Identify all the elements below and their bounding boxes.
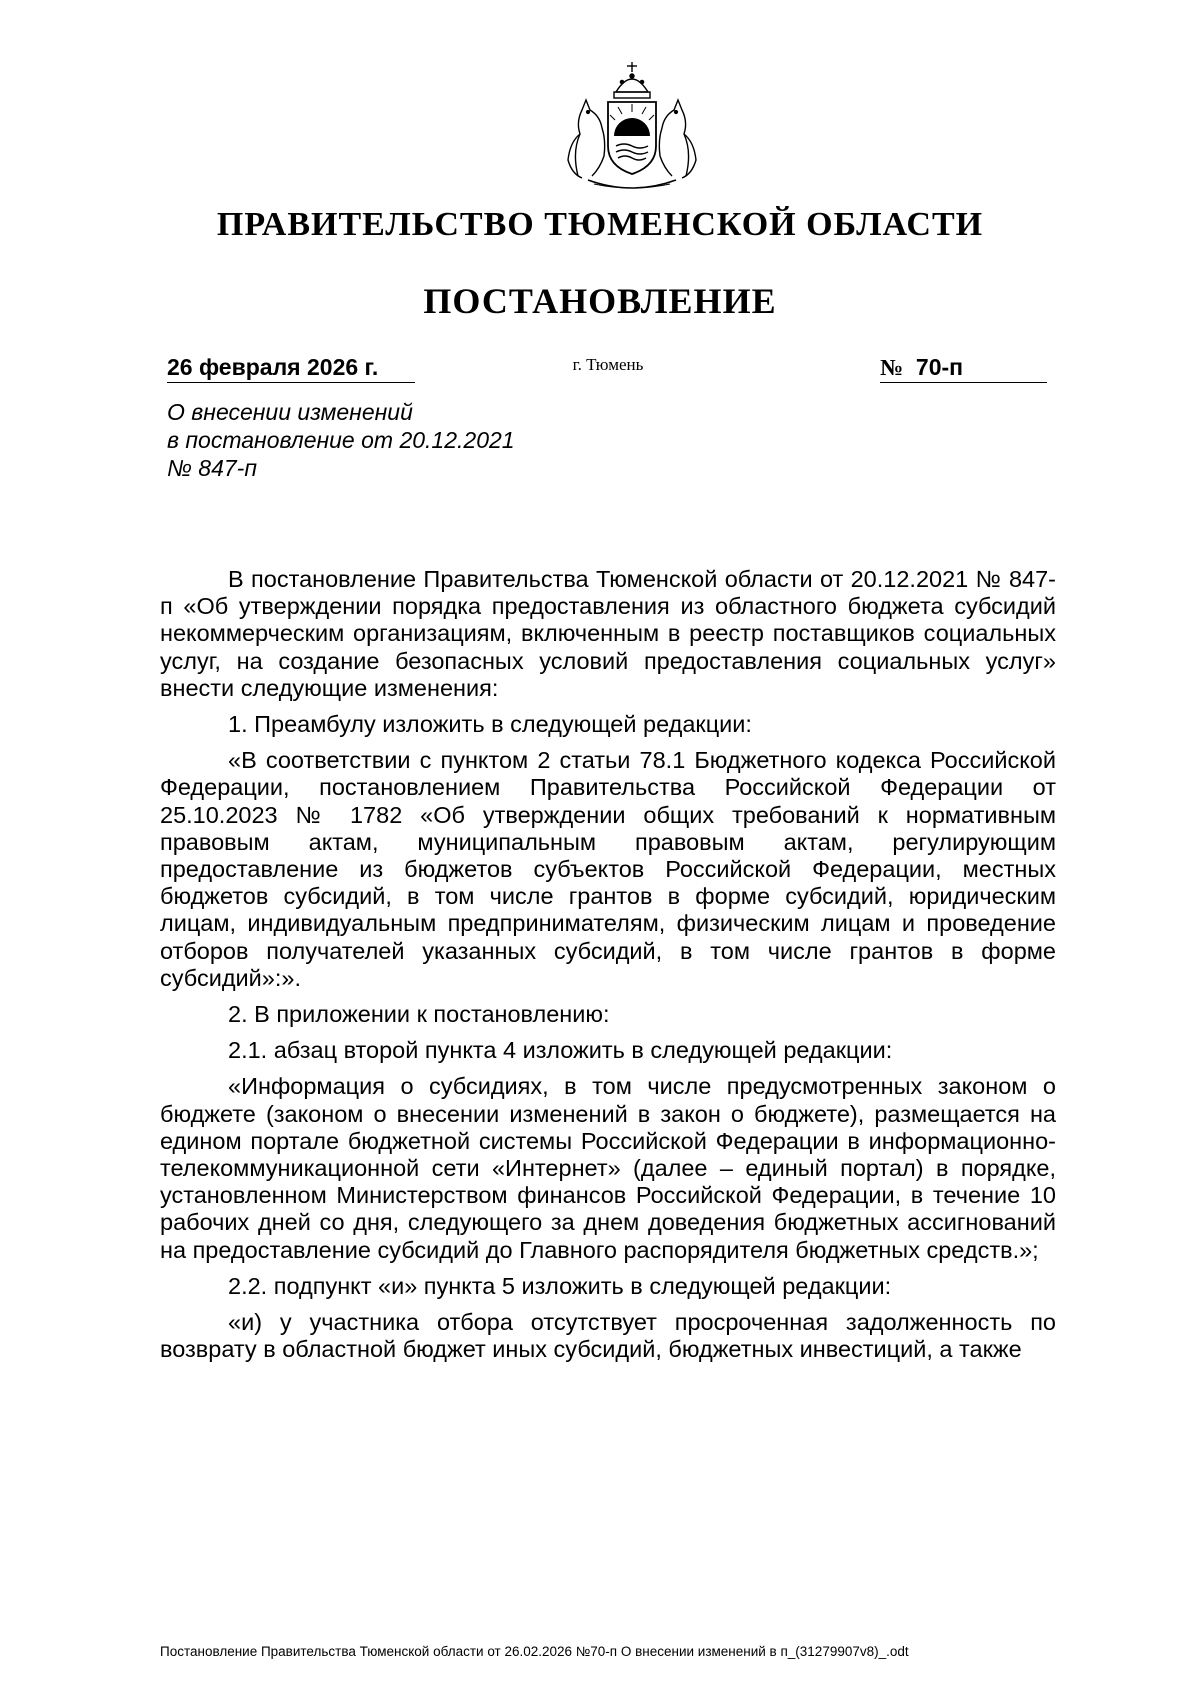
subject-line: № 847-п — [167, 455, 257, 481]
city-label: г. Тюмень — [572, 355, 644, 374]
body-paragraph: 2. В приложении к постановлению: — [228, 1001, 610, 1028]
document-body — [160, 566, 1056, 1363]
subject-line: в постановление от 20.12.2021 — [167, 427, 515, 453]
document-type-heading: ПОСТАНОВЛЕНИЕ — [423, 281, 777, 321]
organization-title: ПРАВИТЕЛЬСТВО ТЮМЕНСКОЙ ОБЛАСТИ — [216, 206, 984, 243]
document-subject — [167, 398, 587, 482]
body-paragraph: В постановление Правительства Тюменской области от 20.12.2021 № 847-п «Об утверждении порядка предоставления из областного бюджета субсидий некоммерческим организациям, включенным в реестр поставщиков социальных услуг, на создание безопасных условий предоставления социальных услуг» внести следующие изменения: — [160, 566, 1056, 701]
document-date: 26 февраля 2026 г. — [167, 354, 415, 383]
body-paragraph: 2.1. абзац второй пункта 4 изложить в следующей редакции: — [228, 1037, 893, 1064]
body-paragraph: 2.2. подпункт «и» пункта 5 изложить в следующей редакции: — [228, 1272, 892, 1299]
subject-line: О внесении изменений — [167, 399, 413, 425]
document-number: 70-п — [915, 354, 964, 380]
body-paragraph: «и) у участника отбора отсутствует просроченная задолженность по возврату в областной бюджет иных субсидий, бюджетных инвестиций, а также — [160, 1309, 1056, 1363]
page-footer: Постановление Правительства Тюменской области от 26.02.2026 №70-п О внесении изменений в п_(31279907v8)_.odt — [160, 1644, 909, 1659]
body-paragraph: «Информация о субсидиях, в том числе предусмотренных законом о бюджете (законом о внесении изменений в закон о бюджете), размещается на едином портале бюджетной системы Российской Федерации в информационно-телекоммуникационной сети «Интернет» (далее – единый портал) в порядке, установленном Министерством финансов Российской Федерации, в течение 10 рабочих дней со дня, следующего за днем доведения бюджетных ассигнований на предоставление субсидий до Главного распорядителя бюджетных средств.»; — [160, 1073, 1056, 1263]
body-paragraph: «В соответствии с пунктом 2 статьи 78.1 Бюджетного кодекса Российской Федерации, постановлением Правительства Российской Федерации от 25.10.2023 № 1782 «Об утверждении общих требований к нормативным правовым актам, муниципальным правовым актам, регулирующим предоставление из бюджетов субъектов Российской Федерации, местных бюджетов субсидий, в том числе грантов в форме субсидий, юридическим лицам, индивидуальным предпринимателям, физическим лицам и проведение отборов получателей указанных субсидий, в том числе грантов в форме субсидий»:». — [160, 747, 1056, 991]
body-paragraph: 1. Преамбулу изложить в следующей редакции: — [228, 711, 752, 738]
number-sign: № — [880, 355, 904, 380]
coat-of-arms-icon — [558, 56, 706, 192]
